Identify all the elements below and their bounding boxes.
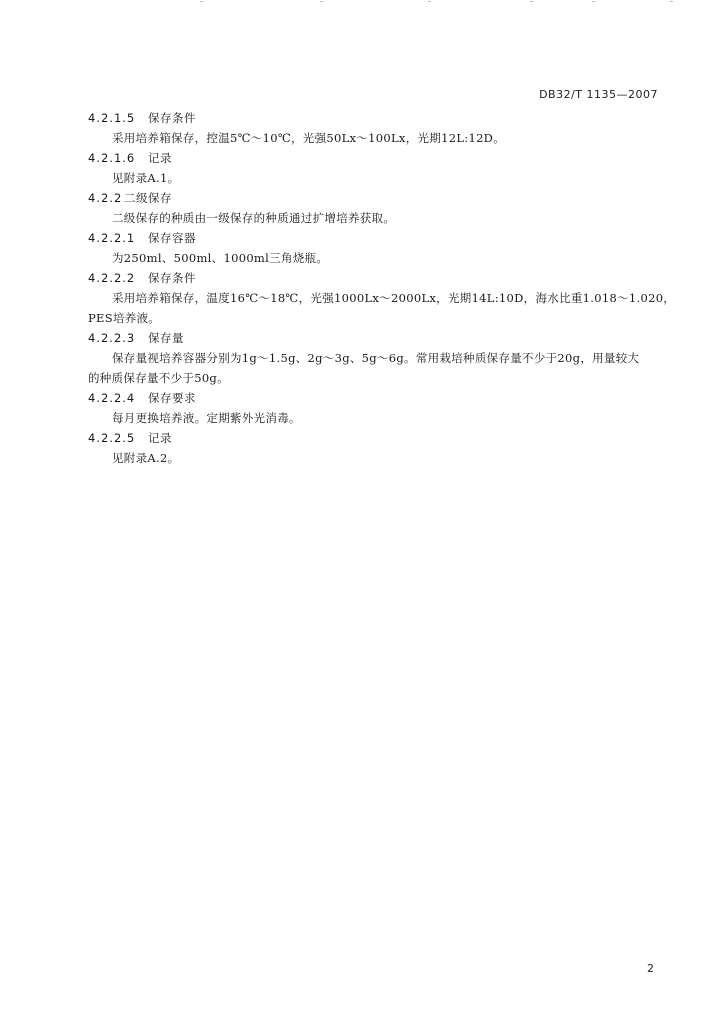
paragraph: 保存量视培养容器分别为1g～1.5g、2g～3g、5g～6g。常用栽培种质保存量不少于20g，用量较大 bbox=[112, 351, 640, 365]
page-number: 2 bbox=[647, 962, 654, 975]
section-title: 二级保存 bbox=[124, 191, 172, 205]
section-heading bbox=[88, 108, 668, 128]
section-heading bbox=[88, 228, 668, 248]
section-heading bbox=[88, 328, 668, 348]
section-title: 保存条件 bbox=[148, 111, 196, 125]
section-title: 记录 bbox=[148, 151, 172, 165]
paragraph: 每月更换培养液。定期紫外光消毒。 bbox=[112, 411, 301, 425]
section-number: 4.2.2.4 bbox=[88, 391, 136, 405]
section-number: 4.2.2.3 bbox=[88, 331, 136, 345]
document-body bbox=[88, 108, 676, 468]
section-number: 4.2.2.1 bbox=[88, 231, 136, 245]
section-heading bbox=[88, 428, 668, 448]
section-title: 保存条件 bbox=[148, 271, 196, 285]
section-heading bbox=[88, 388, 668, 408]
scan-artifact bbox=[200, 0, 700, 4]
paragraph-continuation: PES培养液。 bbox=[88, 311, 161, 325]
paragraph-continuation: 的种质保存量不少于50g。 bbox=[88, 371, 229, 385]
standard-code: DB32/T 1135—2007 bbox=[539, 88, 658, 101]
paragraph: 见附录A.2。 bbox=[112, 451, 180, 465]
section-heading bbox=[88, 268, 668, 288]
section-title: 保存容器 bbox=[148, 231, 196, 245]
paragraph: 采用培养箱保存，控温5℃～10℃，光强50Lx～100Lx，光期12L:12D。 bbox=[112, 131, 506, 145]
section-number: 4.2.1.5 bbox=[88, 111, 136, 125]
paragraph: 采用培养箱保存，温度16℃～18℃，光强1000Lx～2000Lx，光期14L:10D，海水比重1.018～1.020， bbox=[112, 291, 676, 305]
section-heading bbox=[88, 188, 668, 208]
paragraph: 二级保存的种质由一级保存的种质通过扩增培养获取。 bbox=[112, 211, 396, 225]
section-number: 4.2.2.2 bbox=[88, 271, 136, 285]
section-number: 4.2.1.6 bbox=[88, 151, 136, 165]
section-title: 记录 bbox=[148, 431, 172, 445]
paragraph: 为250ml、500ml、1000ml三角烧瓶。 bbox=[112, 251, 329, 265]
section-heading bbox=[88, 148, 668, 168]
section-number: 4.2.2.5 bbox=[88, 431, 136, 445]
section-number: 4.2.2 bbox=[88, 191, 123, 205]
paragraph: 见附录A.1。 bbox=[112, 171, 180, 185]
section-title: 保存量 bbox=[148, 331, 184, 345]
section-title: 保存要求 bbox=[148, 391, 196, 405]
